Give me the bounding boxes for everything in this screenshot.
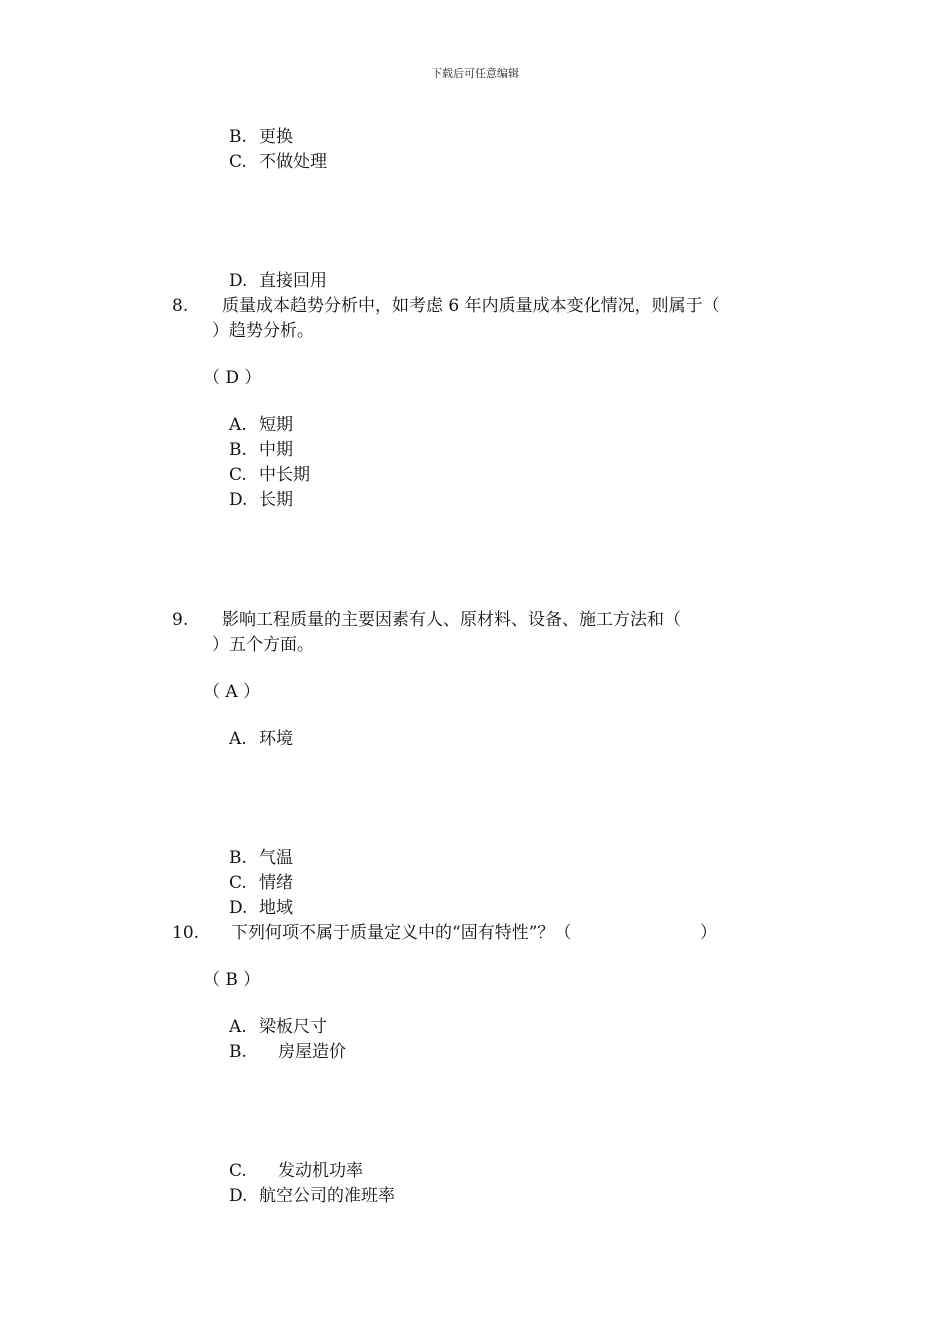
question-10-option-d	[229, 1185, 395, 1207]
option-text: 短期	[259, 415, 293, 435]
option-b	[229, 126, 293, 148]
question-10-number: 10.	[172, 923, 200, 943]
question-8-option-a	[229, 414, 293, 436]
question-8-option-d	[229, 489, 293, 511]
option-text: 发动机功率	[278, 1161, 363, 1181]
question-9-text-line1: 影响工程质量的主要因素有人、原材料、设备、施工方法和（	[222, 610, 681, 630]
option-text: 房屋造价	[278, 1042, 346, 1062]
question-9-text-line2: ）五个方面。	[212, 635, 314, 655]
question-9-number: 9.	[172, 610, 189, 630]
option-letter: D.	[229, 271, 248, 291]
option-letter: A.	[229, 415, 247, 435]
question-9-option-a	[229, 728, 293, 750]
question-8-text-line2: ）趋势分析。	[212, 321, 314, 341]
option-text: 地域	[259, 898, 293, 918]
option-text: 航空公司的准班率	[259, 1186, 395, 1206]
option-c	[229, 151, 327, 173]
question-8-answer: （ D ）	[203, 368, 262, 388]
question-10-option-b	[229, 1041, 346, 1063]
option-text: 不做处理	[259, 152, 327, 172]
question-9-option-c	[229, 872, 293, 894]
option-d	[229, 270, 327, 292]
option-text: 气温	[259, 848, 293, 868]
page-header: 下载后可任意编辑	[431, 67, 519, 80]
option-letter: D.	[229, 490, 248, 510]
option-letter: A.	[229, 729, 247, 749]
question-8-number: 8.	[172, 296, 189, 316]
option-text: 梁板尺寸	[259, 1017, 327, 1037]
option-letter: B.	[229, 848, 247, 868]
question-8-text-line1: 质量成本趋势分析中，如考虑 6 年内质量成本变化情况，则属于（	[222, 296, 720, 316]
option-letter: C.	[229, 465, 247, 485]
option-letter: B.	[229, 127, 247, 147]
option-letter: C.	[229, 152, 247, 172]
option-text: 情绪	[259, 873, 293, 893]
question-8-option-c	[229, 464, 310, 486]
option-letter: C.	[229, 1161, 247, 1181]
option-letter: D.	[229, 1186, 248, 1206]
question-9-answer: （ A ）	[203, 682, 261, 702]
option-letter: A.	[229, 1017, 247, 1037]
option-text: 更换	[259, 127, 293, 147]
option-letter: C.	[229, 873, 247, 893]
question-10-text-paren-close: ）	[700, 923, 717, 943]
question-10-option-a	[229, 1016, 327, 1038]
option-text: 环境	[259, 729, 293, 749]
option-text: 长期	[259, 490, 293, 510]
option-letter: B.	[229, 1042, 247, 1062]
question-9-option-d	[229, 897, 293, 919]
question-9-option-b	[229, 847, 293, 869]
question-8-option-b	[229, 439, 293, 461]
question-10-option-c	[229, 1160, 363, 1182]
option-text: 中期	[259, 440, 293, 460]
option-text: 中长期	[259, 465, 310, 485]
option-letter: B.	[229, 440, 247, 460]
option-text: 直接回用	[259, 271, 327, 291]
question-10-text-line1: 下列何项不属于质量定义中的“固有特性”？（	[231, 923, 572, 943]
question-10-answer: （ B ）	[203, 970, 261, 990]
option-letter: D.	[229, 898, 248, 918]
